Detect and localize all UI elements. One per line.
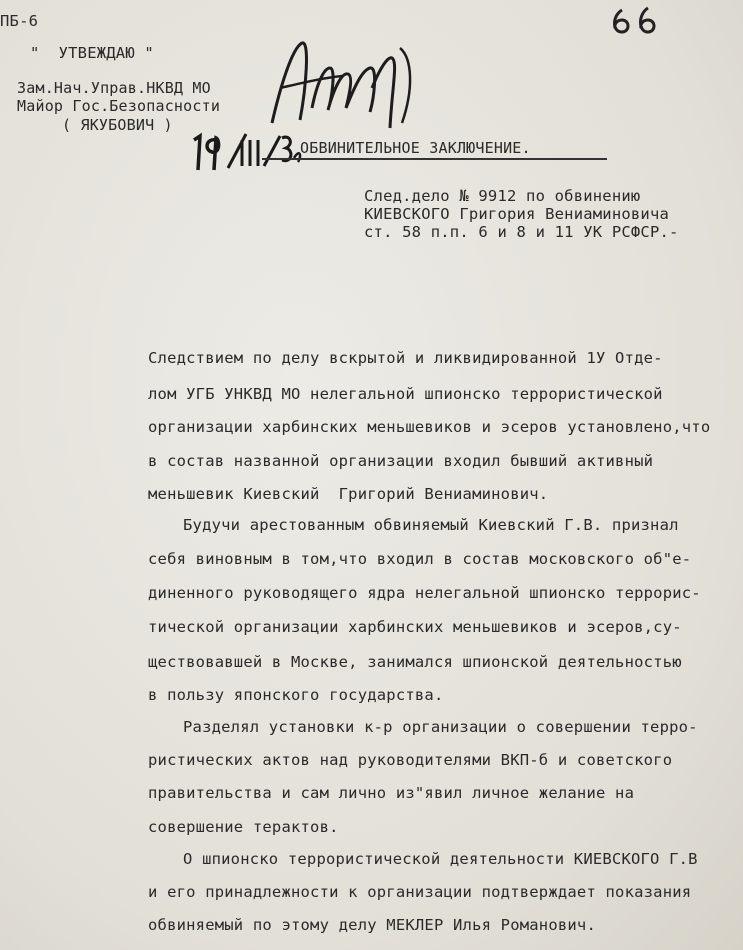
document-code: ПБ-6 — [0, 12, 39, 30]
case-line1: След.дело № 9912 по обвинению — [364, 187, 641, 205]
approval-position-line1: Зам.Нач.Управ.НКВД МО — [17, 79, 211, 97]
body-p1-line4: в состав названной организации входил бывший активный — [148, 452, 654, 470]
body-p2-line6: в пользу японского государства. — [148, 686, 444, 704]
approval-date-handwritten — [190, 128, 305, 178]
body-p4-line1: О шпионско террористической деятельности КИЕВСКОГО Г.В — [183, 850, 698, 868]
page-number-handwritten — [610, 2, 670, 38]
body-p1-line2: лом УГБ УНКВД МО нелегальной шпионско террористической — [148, 385, 663, 403]
approval-title: " УТВЕЖДАЮ " — [30, 44, 154, 62]
case-line2: КИЕВСКОГО Григория Вениаминовича — [364, 205, 670, 223]
title-underline — [262, 158, 607, 160]
approval-name: ( ЯКУБОВИЧ ) — [62, 116, 173, 134]
case-line3: ст. 58 п.п. 6 и 8 и 11 УК РСФСР.- — [364, 223, 679, 241]
body-p2-line3: диненного руководящего ядра нелегальной шпионско террорис- — [148, 584, 701, 602]
body-p3-line1: Разделял установки к-р организации о совершении терро- — [183, 718, 698, 736]
body-p3-line3: правительства и сам лично из"явил личное желание на — [148, 784, 635, 802]
body-p2-line4: тической организации харбинских меньшевиков и эсеров,су- — [148, 618, 682, 636]
document-title: ОБВИНИТЕЛЬНОЕ ЗАКЛЮЧЕНИЕ. — [300, 139, 531, 157]
body-p1-line5: меньшевик Киевский Григорий Вениаминович. — [148, 485, 549, 503]
body-p3-line2: ристических актов над руководителями ВКП-б и советского — [148, 751, 673, 769]
approver-signature — [262, 28, 422, 138]
body-p4-line2: и его принадлежности к организации подтверждает показания — [148, 883, 692, 901]
body-p2-line5: ществовавшей в Москве, занимался шпионской деятельностью — [148, 653, 682, 671]
body-p3-line4: совершение терактов. — [148, 818, 339, 836]
body-p2-line2: себя виновным в том,что входил в состав московского об"е- — [148, 550, 692, 568]
body-p1-line3: организации харбинских меньшевиков и эсеров установлено,что — [148, 418, 711, 436]
body-p2-line1: Будучи арестованным обвиняемый Киевский Г.В. признал — [183, 516, 679, 534]
body-p1-line1: Следствием по делу вскрытой и ликвидированной 1У Отде- — [148, 349, 663, 367]
approval-position-line2: Майор Гос.Безопасности — [17, 97, 221, 115]
body-p4-line3: обвиняемый по этому делу МЕКЛЕР Илья Романович. — [148, 916, 596, 934]
